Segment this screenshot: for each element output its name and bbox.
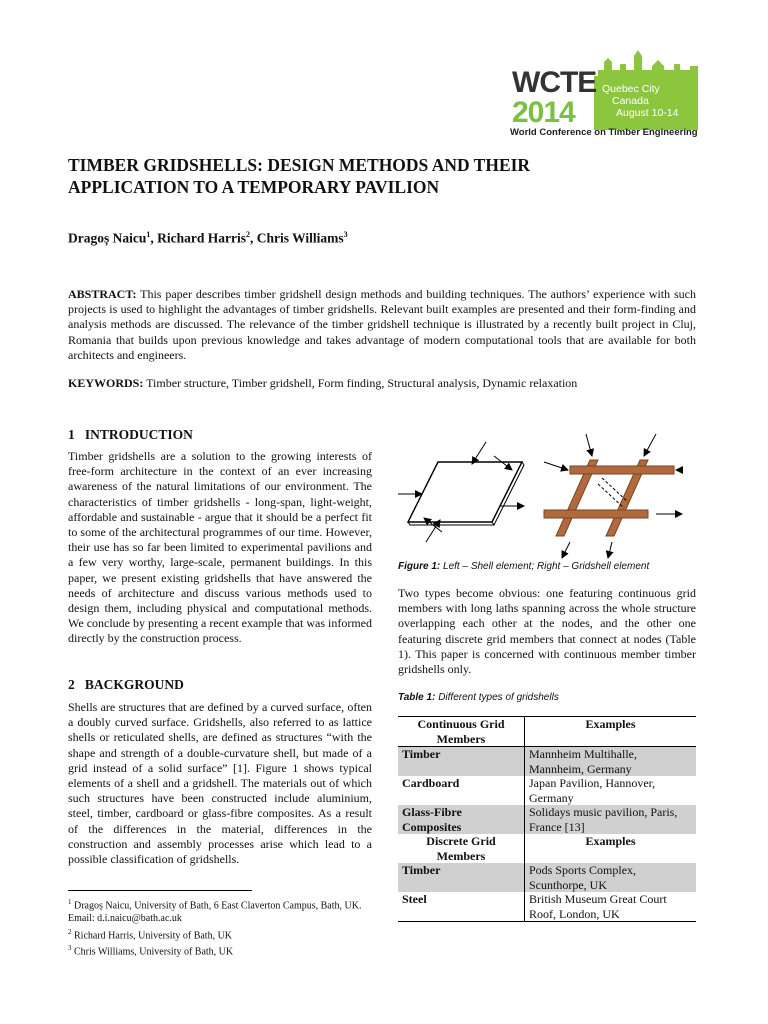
- table-header-cell: Examples: [585, 834, 636, 848]
- author-mark: 2: [246, 230, 250, 239]
- table-cell-material: Timber: [398, 863, 525, 892]
- title-line-2: APPLICATION TO A TEMPORARY PAVILION: [68, 177, 440, 197]
- logo-country: Canada: [612, 95, 649, 107]
- abstract-text: This paper describes timber gridshell design methods and building techniques. The authors’ experience with such projects is used to highlight the advantages of timber gridshells. Relevant built examples are presented and their form-finding and analysis methods are discussed. The relevance of the timber gridshell technique is illustrated by a recently built project in Cluj, Romania that builds upon previous knowledge and takes advantage of modern computational tools that are available for both architects and engineers.: [68, 287, 696, 362]
- table-header-cell: Continuous Grid Members: [398, 717, 525, 747]
- table-cell-examples: Solidays music pavilion, Paris, France [13]: [525, 805, 697, 834]
- footnote-mark: 2: [68, 927, 72, 936]
- abstract-label: ABSTRACT:: [68, 287, 137, 301]
- footnote-mark: 3: [68, 944, 72, 953]
- author-name: Dragoș Naicu: [68, 230, 147, 246]
- table-cell-examples: Mannheim Multihalle, Mannheim, Germany: [525, 747, 697, 777]
- keywords-text: Timber structure, Timber gridshell, Form finding, Structural analysis, Dynamic relaxation: [146, 376, 578, 390]
- table-cell-material: Timber: [398, 747, 525, 777]
- table-row: [398, 892, 696, 922]
- author-mark: 3: [343, 230, 348, 239]
- conference-logo: [508, 44, 708, 144]
- footnote-text: Richard Harris, University of Bath, UK: [74, 929, 233, 941]
- table-label: Table 1:: [398, 692, 436, 703]
- figure-1: [394, 432, 686, 560]
- footnote-divider: [68, 890, 252, 891]
- table-cell-examples: Pods Sports Complex, Scunthorpe, UK: [525, 863, 697, 892]
- figure-label: Figure 1:: [398, 561, 441, 572]
- background-heading: 2 BACKGROUND: [68, 677, 184, 692]
- table-cell-examples: Japan Pavilion, Hannover, Germany: [529, 776, 656, 805]
- logo-year: 2014: [512, 96, 575, 129]
- table-header-row: [398, 834, 696, 863]
- table-row: [398, 805, 696, 834]
- table-row: [398, 863, 696, 892]
- footnote: [68, 896, 372, 926]
- shell-element-drawing: [398, 442, 524, 542]
- logo-city: Quebec City: [602, 83, 660, 95]
- table-row: [398, 776, 696, 805]
- right-column-paragraph: Two types become obvious: one featuring continuous grid members with long laths spanning across the whole structure overlapping each other at the nodes, and the other one featuring discrete grid members that connect at nodes (Table 1). This paper is concerned with continuous member timber gridshells only.: [398, 586, 696, 677]
- logo-acronym: WCTE: [512, 66, 597, 99]
- author-mark: 1: [146, 230, 151, 239]
- footnote: [68, 942, 372, 959]
- intro-heading: 1 INTRODUCTION: [68, 427, 193, 442]
- logo-dates: August 10-14: [616, 107, 679, 119]
- figure-caption-text: Left – Shell element; Right – Gridshell element: [443, 561, 650, 572]
- footnote-text: Chris Williams, University of Bath, UK: [74, 946, 234, 958]
- abstract: [68, 287, 696, 363]
- table-header-cell: Examples: [525, 717, 697, 747]
- figure-caption: [398, 561, 649, 572]
- gridshell-element-drawing: [544, 434, 682, 558]
- table-row: [398, 747, 696, 777]
- author-list: Dragoș Naicu$^1$, Richard Harris$^2$, Chris Williams$^3$: [68, 230, 348, 246]
- gridshell-types-table: [398, 716, 696, 922]
- table-cell-material: Steel: [398, 892, 525, 922]
- logo-subtitle: World Conference on Timber Engineering: [510, 127, 698, 138]
- table-cell-examples: British Museum Great Court Roof, London, UK: [525, 892, 697, 922]
- footnote: [68, 926, 372, 943]
- title-line-1: TIMBER GRIDSHELLS: DESIGN METHODS AND THEIR: [68, 155, 531, 175]
- table-caption-text: Different types of gridshells: [438, 692, 559, 703]
- table-caption: [398, 692, 559, 703]
- logo-green-box: [594, 76, 698, 130]
- footnote-mark: 1: [68, 898, 72, 906]
- table-cell-material: Glass-Fibre Composites: [398, 805, 525, 834]
- table-header-cell: Discrete Grid Members: [398, 834, 525, 863]
- footnotes: [68, 896, 372, 959]
- skyline-icon: [594, 44, 704, 78]
- table-cell-material: Cardboard: [398, 776, 525, 805]
- table-header-row: [398, 717, 696, 747]
- footnote-text: Dragoș Naicu, University of Bath, 6 East Claverton Campus, Bath, UK. Email: d.i.naicu@bath.ac.uk: [68, 900, 362, 924]
- background-paragraph: Shells are structures that are defined by a curved surface, often a doubly curved surface. Gridshells, also referred to as lattice shells or reticulated shells, are defined as structures “with the shape and strength of a double-curvature shell, but made of a grid instead of a solid surface” [1]. Figure 1 shows typical elements of a shell and a gridshell. The materials out of which such structures have been constructed include aluminium, steel, timber, cardboard or glass-fibre composites. As a result of the differences in the material, differences in the construction and assembly processes arise which lead to a possible classification of gridshells.: [68, 700, 372, 867]
- intro-paragraph: Timber gridshells are a solution to the growing interests of free-form architecture in the context of an ever increasing awareness of the natural limitations of our environment. The characteristics of timber gridshells - long-span, light-weight, affordable and sustainable - argue that it should be a perfect fit to some of the architectural programmes of our time. However, their use has so far been limited to experimental pavilions and a few very worthy, large-scale, permanent buildings. In this paper, we present existing gridshells that have answered the needs of architecture and discuss various methods used to design them, including physical and computational methods. We conclude by presenting a recent example that was informed directly by the construction process.: [68, 449, 372, 646]
- author-name: Chris Williams: [256, 230, 344, 246]
- paper-title: [68, 154, 628, 198]
- keywords-label: KEYWORDS:: [68, 376, 144, 390]
- author-name: Richard Harris: [157, 230, 246, 246]
- keywords: [68, 376, 696, 391]
